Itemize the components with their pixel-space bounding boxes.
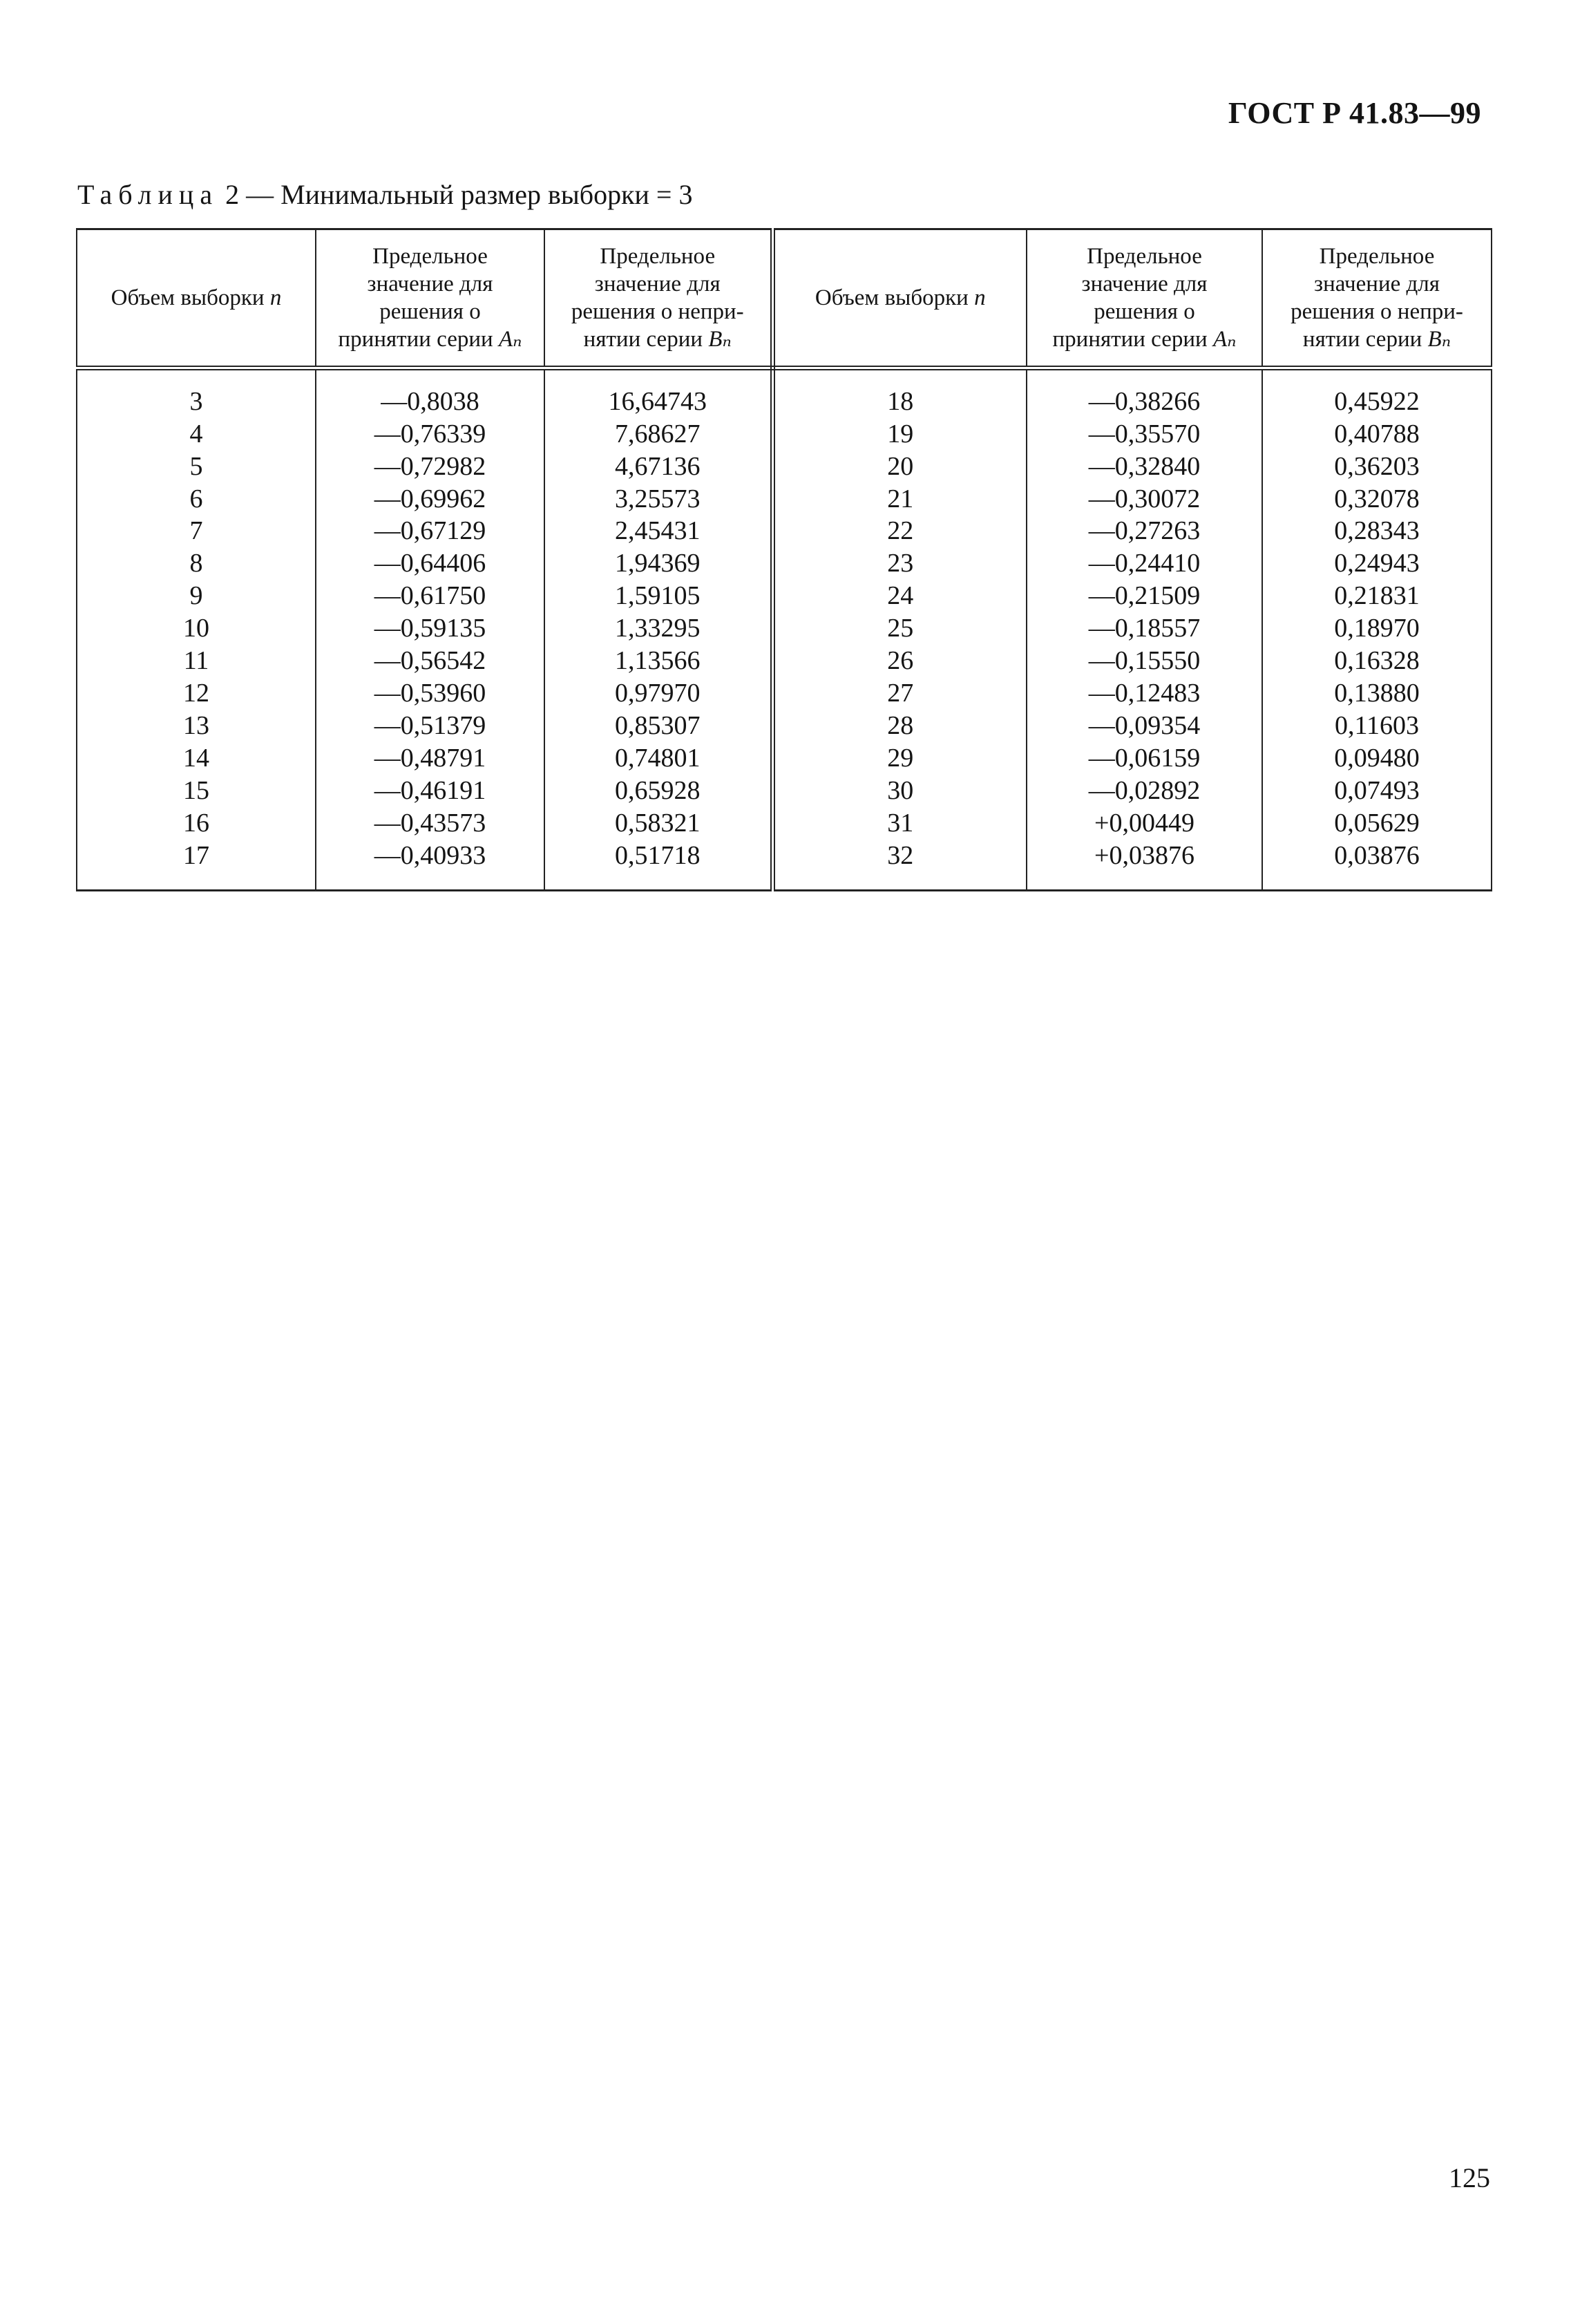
table-row bbox=[77, 386, 1492, 418]
table-cell: —0,15550 bbox=[1027, 645, 1262, 678]
table-cell: —0,51379 bbox=[316, 710, 544, 742]
table-cell: 0,24943 bbox=[1262, 548, 1492, 580]
page-number: 125 bbox=[1449, 2162, 1490, 2193]
table-cell: 0,28343 bbox=[1262, 516, 1492, 548]
table-caption bbox=[77, 178, 692, 211]
table-cell: —0,06159 bbox=[1027, 742, 1262, 775]
table-cell: —0,59135 bbox=[316, 613, 544, 645]
table-cell: 29 bbox=[772, 742, 1027, 775]
table-cell: 0,16328 bbox=[1262, 645, 1492, 678]
table-cell: 9 bbox=[77, 580, 316, 613]
table-cell: —0,72982 bbox=[316, 451, 544, 483]
table-cell: 4,67136 bbox=[544, 451, 772, 483]
table-cell: 11 bbox=[77, 645, 316, 678]
table-cell: —0,38266 bbox=[1027, 386, 1262, 418]
table-cell: 7,68627 bbox=[544, 418, 772, 451]
table-cell: 2,45431 bbox=[544, 516, 772, 548]
table-cell: —0,76339 bbox=[316, 418, 544, 451]
table-row bbox=[77, 613, 1492, 645]
table-cell: 6 bbox=[77, 483, 316, 516]
table-cell: 3 bbox=[77, 386, 316, 418]
table-cell: 31 bbox=[772, 807, 1027, 840]
table-row bbox=[77, 418, 1492, 451]
table-cell: 0,13880 bbox=[1262, 677, 1492, 710]
table-cell: —0,56542 bbox=[316, 645, 544, 678]
table-cell: 27 bbox=[772, 677, 1027, 710]
table-cell: 18 bbox=[772, 386, 1027, 418]
column-header-accept-limit-left: Предельное значение для решения о принятии серии Aₙ bbox=[316, 229, 544, 368]
table-cell: —0,40933 bbox=[316, 840, 544, 890]
table-cell: 0,58321 bbox=[544, 807, 772, 840]
table-cell: 7 bbox=[77, 516, 316, 548]
table-cell: 30 bbox=[772, 775, 1027, 807]
sample-size-table bbox=[76, 228, 1492, 891]
column-header-reject-limit-right: Предельное значение для решения о непри- нятии серии Bₙ bbox=[1262, 229, 1492, 368]
table-cell: 23 bbox=[772, 548, 1027, 580]
table-cell: 0,65928 bbox=[544, 775, 772, 807]
table-cell: 4 bbox=[77, 418, 316, 451]
column-header-reject-limit-left: Предельное значение для решения о непри- нятии серии Bₙ bbox=[544, 229, 772, 368]
table-cell: 15 bbox=[77, 775, 316, 807]
table-cell: —0,24410 bbox=[1027, 548, 1262, 580]
table-cell: 14 bbox=[77, 742, 316, 775]
table-cell: 13 bbox=[77, 710, 316, 742]
table-caption-label: Таблица bbox=[77, 179, 219, 210]
table-cell: 28 bbox=[772, 710, 1027, 742]
table-cell: 12 bbox=[77, 677, 316, 710]
table-row bbox=[77, 677, 1492, 710]
table-row bbox=[77, 807, 1492, 840]
table-cell: 10 bbox=[77, 613, 316, 645]
table-cell: —0,61750 bbox=[316, 580, 544, 613]
table-cell: 8 bbox=[77, 548, 316, 580]
table-cell: 0,07493 bbox=[1262, 775, 1492, 807]
table-cell: —0,30072 bbox=[1027, 483, 1262, 516]
table-cell: —0,46191 bbox=[316, 775, 544, 807]
table-row bbox=[77, 775, 1492, 807]
table-cell: 1,59105 bbox=[544, 580, 772, 613]
table-cell: 0,45922 bbox=[1262, 386, 1492, 418]
table-cell: —0,18557 bbox=[1027, 613, 1262, 645]
table-cell: 0,74801 bbox=[544, 742, 772, 775]
column-header-sample-size-right: Объем выборки n bbox=[772, 229, 1027, 368]
table-cell: 0,40788 bbox=[1262, 418, 1492, 451]
table-cell: 25 bbox=[772, 613, 1027, 645]
table-body bbox=[77, 368, 1492, 891]
document-code: ГОСТ Р 41.83—99 bbox=[1228, 96, 1481, 130]
table-cell: 24 bbox=[772, 580, 1027, 613]
table-cell: 32 bbox=[772, 840, 1027, 890]
table-cell: —0,48791 bbox=[316, 742, 544, 775]
table-cell: —0,32840 bbox=[1027, 451, 1262, 483]
table-cell: —0,27263 bbox=[1027, 516, 1262, 548]
table-spacer-row bbox=[77, 368, 1492, 386]
table-row bbox=[77, 580, 1492, 613]
table-cell: 0,11603 bbox=[1262, 710, 1492, 742]
table-row bbox=[77, 645, 1492, 678]
table-cell: —0,69962 bbox=[316, 483, 544, 516]
table-cell: —0,43573 bbox=[316, 807, 544, 840]
table-cell: 1,33295 bbox=[544, 613, 772, 645]
table-cell: 0,97970 bbox=[544, 677, 772, 710]
table-row bbox=[77, 516, 1492, 548]
table-row bbox=[77, 840, 1492, 890]
table-cell: 22 bbox=[772, 516, 1027, 548]
table-cell: —0,21509 bbox=[1027, 580, 1262, 613]
table-cell: 0,18970 bbox=[1262, 613, 1492, 645]
table-cell: +0,00449 bbox=[1027, 807, 1262, 840]
table-cell: 26 bbox=[772, 645, 1027, 678]
table-cell: 19 bbox=[772, 418, 1027, 451]
table-row bbox=[77, 483, 1492, 516]
table-cell: 0,36203 bbox=[1262, 451, 1492, 483]
table-cell: —0,09354 bbox=[1027, 710, 1262, 742]
table-cell: 0,51718 bbox=[544, 840, 772, 890]
table-cell: —0,64406 bbox=[316, 548, 544, 580]
column-header-accept-limit-right: Предельное значение для решения о принятии серии Aₙ bbox=[1027, 229, 1262, 368]
table-cell: —0,53960 bbox=[316, 677, 544, 710]
table-cell: 5 bbox=[77, 451, 316, 483]
table-row bbox=[77, 548, 1492, 580]
table-cell: 0,09480 bbox=[1262, 742, 1492, 775]
table-cell: 1,13566 bbox=[544, 645, 772, 678]
table-cell: 0,32078 bbox=[1262, 483, 1492, 516]
table-caption-text: 2 — Минимальный размер выборки = 3 bbox=[225, 179, 693, 210]
table-cell: 16 bbox=[77, 807, 316, 840]
table-cell: 0,85307 bbox=[544, 710, 772, 742]
table-row bbox=[77, 742, 1492, 775]
table-cell: 17 bbox=[77, 840, 316, 890]
table-header-row bbox=[77, 229, 1492, 368]
table-cell: 3,25573 bbox=[544, 483, 772, 516]
table-cell: 20 bbox=[772, 451, 1027, 483]
table-cell: 0,21831 bbox=[1262, 580, 1492, 613]
table-cell: —0,12483 bbox=[1027, 677, 1262, 710]
column-header-sample-size-left: Объем выборки n bbox=[77, 229, 316, 368]
table-row bbox=[77, 451, 1492, 483]
table-cell: —0,02892 bbox=[1027, 775, 1262, 807]
table-cell: —0,35570 bbox=[1027, 418, 1262, 451]
table-cell: 16,64743 bbox=[544, 386, 772, 418]
table-row bbox=[77, 710, 1492, 742]
table-cell: 21 bbox=[772, 483, 1027, 516]
table-cell: —0,67129 bbox=[316, 516, 544, 548]
table-cell: —0,8038 bbox=[316, 386, 544, 418]
table-cell: 1,94369 bbox=[544, 548, 772, 580]
table-cell: +0,03876 bbox=[1027, 840, 1262, 890]
table-cell: 0,05629 bbox=[1262, 807, 1492, 840]
table-cell: 0,03876 bbox=[1262, 840, 1492, 890]
